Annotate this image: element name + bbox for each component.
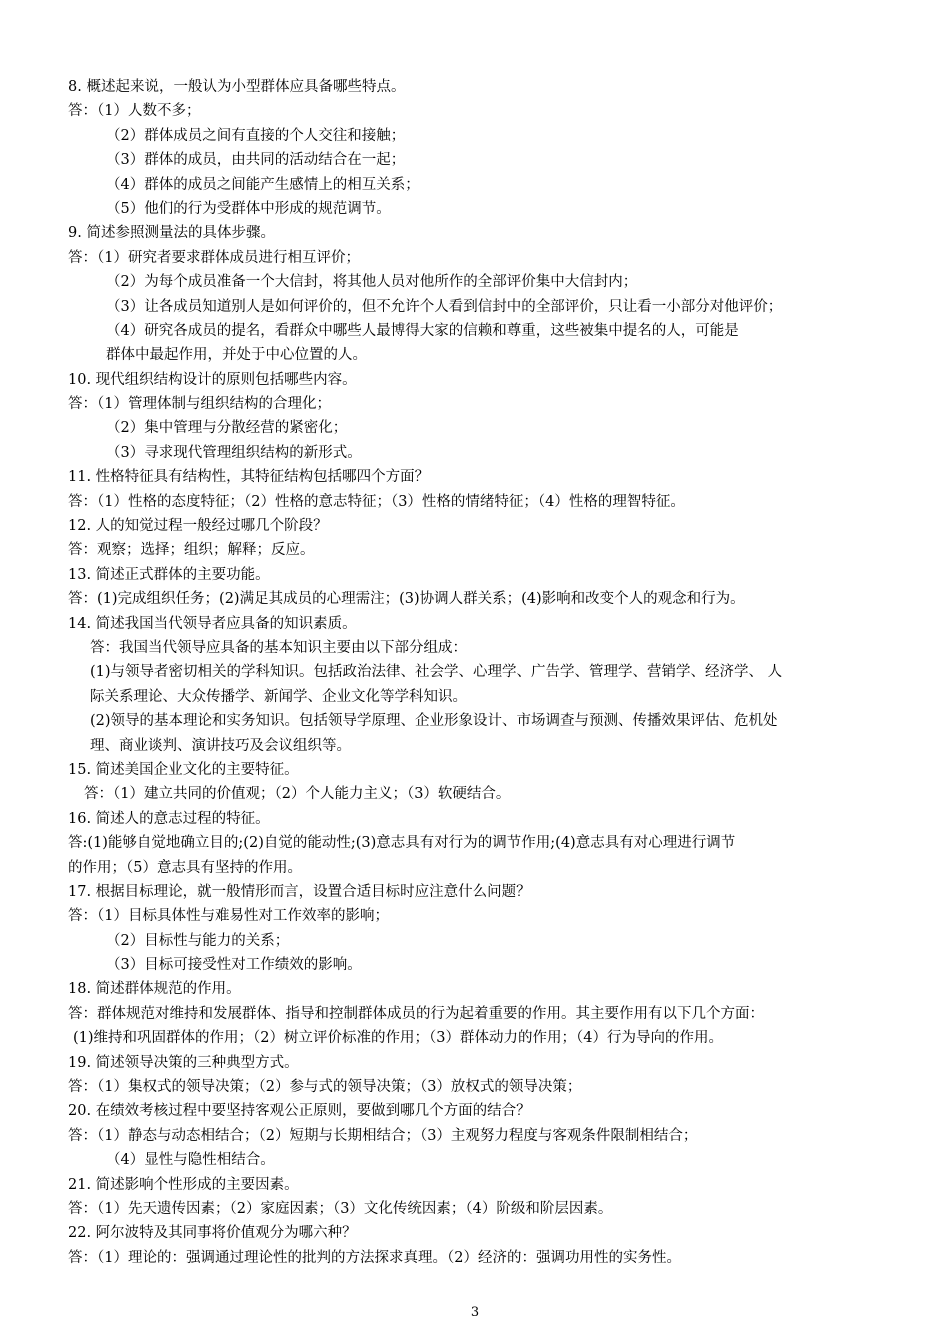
answer-line: 答：（1）性格的态度特征；（2）性格的意志特征；（3）性格的情绪特征；（4）性格的理智特征。	[68, 493, 685, 510]
question-line: 14. 简述我国当代领导者应具备的知识素质。	[68, 615, 357, 632]
answer-line: （3）目标可接受性对工作绩效的影响。	[106, 957, 362, 974]
answer-line: 答：群体规范对维持和发展群体、指导和控制群体成员的行为起着重要的作用。其主要作用有以下几个方面：	[68, 1005, 764, 1022]
answer-line: （2）群体成员之间有直接的个人交往和接触；	[106, 127, 406, 144]
answer-line: 答：（1）目标具体性与难易性对工作效率的影响；	[68, 908, 389, 925]
answer-line: （4）群体的成员之间能产生感情上的相互关系；	[106, 176, 420, 193]
answer-line: 答：（1）集权式的领导决策；（2）参与式的领导决策；（3）放权式的领导决策；	[68, 1079, 582, 1096]
answer-line: （4）研究各成员的提名，看群众中哪些人最博得大家的信赖和尊重，这些被集中提名的人，可能是	[106, 322, 739, 339]
answer-line: （2）为每个成员准备一个大信封，将其他人员对他所作的全部评价集中大信封内；	[106, 274, 638, 291]
answer-line: 答：观察；选择；组织；解释；反应。	[68, 542, 315, 559]
question-line: 9. 简述参照测量法的具体步骤。	[68, 225, 275, 242]
answer-line: 答：（1）建立共同的价值观；（2）个人能力主义；（3）软硬结合。	[84, 786, 511, 803]
question-line: 12. 人的知觉过程一般经过哪几个阶段？	[68, 518, 328, 535]
answer-line: 答：（1）管理体制与组织结构的合理化；	[68, 396, 331, 413]
answer-line: 际关系理论、大众传播学、新闻学、企业文化等学科知识。	[90, 688, 467, 705]
question-line: 13. 简述正式群体的主要功能。	[68, 566, 270, 583]
answer-line: (1)维持和巩固群体的作用；（2）树立评价标准的作用；（3）群体动力的作用；（4）行为导向的作用。	[73, 1030, 723, 1047]
question-line: 22. 阿尔波特及其同事将价值观分为哪六种？	[68, 1225, 357, 1242]
answer-line: 的作用；（5）意志具有坚持的作用。	[68, 859, 302, 876]
question-line: 15. 简述美国企业文化的主要特征。	[68, 761, 299, 778]
answer-line: 答：我国当代领导应具备的基本知识主要由以下部分组成：	[90, 639, 467, 656]
question-line: 21. 简述影响个性形成的主要因素。	[68, 1176, 299, 1193]
answer-line: 答：（1）理论的：强调通过理论性的批判的方法探求真理。（2）经济的：强调功用性的实务性。	[68, 1249, 681, 1266]
answer-line: （3）群体的成员，由共同的活动结合在一起；	[106, 152, 406, 169]
answer-line: （3）让各成员知道别人是如何评价的，但不允许个人看到信封中的全部评价，只让看一小部分对他评价；	[106, 298, 783, 315]
answer-line: 群体中最起作用，并处于中心位置的人。	[106, 347, 367, 364]
question-line: 11. 性格特征具有结构性，其特征结构包括哪四个方面？	[68, 469, 430, 486]
answer-line: （3）寻求现代管理组织结构的新形式。	[106, 444, 362, 461]
question-line: 19. 简述领导决策的三种典型方式。	[68, 1054, 299, 1071]
question-line: 18. 简述群体规范的作用。	[68, 981, 241, 998]
answer-line: 答:(1)能够自觉地确立目的;(2)自觉的能动性;(3)意志具有对行为的调节作用;(4)意志具有对心理进行调节	[68, 835, 736, 852]
question-line: 20. 在绩效考核过程中要坚持客观公正原则，要做到哪几个方面的结合？	[68, 1103, 531, 1120]
question-line: 10. 现代组织结构设计的原则包括哪些内容。	[68, 371, 357, 388]
answer-line: 答：（1）人数不多；	[68, 103, 201, 120]
question-line: 17. 根据目标理论，就一般情形而言，设置合适目标时应注意什么问题？	[68, 883, 531, 900]
answer-line: （2）集中管理与分散经营的紧密化；	[106, 420, 348, 437]
answer-line: 理、商业谈判、演讲技巧及会议组织等。	[90, 737, 351, 754]
answer-line: (2)领导的基本理论和实务知识。包括领导学原理、企业形象设计、市场调查与预测、传播效果评估、危机处	[90, 713, 778, 730]
page-number: 3	[470, 1305, 480, 1320]
answer-line: 答：(1)完成组织任务；(2)满足其成员的心理需注；(3)协调人群关系；(4)影响和改变个人的观念和行为。	[68, 591, 745, 608]
answer-line: （5）他们的行为受群体中形成的规范调节。	[106, 200, 391, 217]
answer-line: （2）目标性与能力的关系；	[106, 932, 290, 949]
question-line: 16. 简述人的意志过程的特征。	[68, 810, 270, 827]
question-line: 8. 概述起来说，一般认为小型群体应具备哪些特点。	[68, 79, 406, 95]
document-body	[68, 75, 888, 1270]
answer-line: 答：（1）静态与动态相结合；（2）短期与长期相结合；（3）主观努力程度与客观条件限制相结合；	[68, 1127, 698, 1144]
answer-line: (1)与领导者密切相关的学科知识。包括政治法律、社会学、心理学、广告学、管理学、营销学、经济学、 人	[90, 664, 783, 681]
answer-line: 答：（1）研究者要求群体成员进行相互评价；	[68, 249, 360, 266]
answer-line: 答：（1）先天遗传因素；（2）家庭因素；（3）文化传统因素；（4）阶级和阶层因素。	[68, 1200, 613, 1217]
answer-line: （4）显性与隐性相结合。	[106, 1152, 275, 1169]
